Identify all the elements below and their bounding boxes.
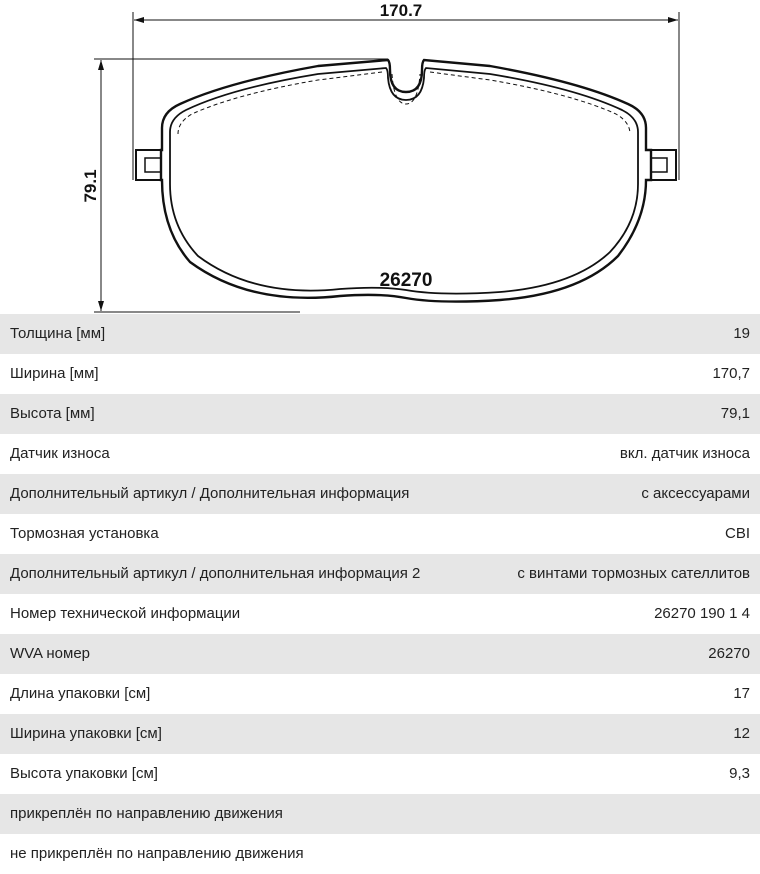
spec-value: 26270 — [708, 645, 750, 662]
spec-label: Ширина упаковки [см] — [10, 725, 162, 742]
spec-row-tech-info-number — [0, 594, 760, 634]
spec-label: Дополнительный артикул / дополнительная информация 2 — [10, 565, 421, 582]
spec-row-width — [0, 354, 760, 394]
spec-row-wva-number — [0, 634, 760, 674]
spec-value: 17 — [733, 685, 750, 702]
spec-label: Датчик износа — [10, 445, 110, 462]
spec-value: вкл. датчик износа — [619, 445, 750, 462]
spec-row-additional-info — [0, 474, 760, 514]
spec-row-wear-sensor — [0, 434, 760, 474]
spec-value: с аксессуарами — [641, 485, 750, 502]
spec-value: 19 — [733, 325, 750, 342]
left-mounting-tab — [136, 150, 161, 180]
spec-label: Толщина [мм] — [10, 325, 106, 342]
spec-value: 12 — [733, 725, 750, 742]
spec-row-additional-info-2 — [0, 554, 760, 594]
spec-row-brake-system — [0, 514, 760, 554]
spec-row-not-mounted-in-direction — [0, 834, 760, 874]
brake-pad-drawing — [0, 0, 760, 314]
brake-pad-diagram — [0, 0, 760, 314]
width-dimension-label: 170.7 — [379, 1, 423, 20]
spec-value: 9,3 — [729, 765, 750, 782]
spec-value: 26270 190 1 4 — [654, 605, 750, 622]
spec-label: Номер технической информации — [10, 605, 241, 622]
spec-label: WVA номер — [10, 645, 91, 662]
spec-row-mounted-in-direction — [0, 794, 760, 834]
spec-row-height — [0, 394, 760, 434]
spec-row-package-width — [0, 714, 760, 754]
spec-row-thickness — [0, 314, 760, 354]
spec-label: Дополнительный артикул / Дополнительная информация — [10, 485, 410, 502]
spec-value: 170,7 — [712, 365, 750, 382]
specs-table — [0, 314, 760, 874]
spec-label: Ширина [мм] — [10, 365, 99, 382]
spec-value: с винтами тормозных сателлитов — [517, 565, 750, 582]
spec-label: Длина упаковки [см] — [10, 685, 151, 702]
spec-label: Высота упаковки [см] — [10, 765, 158, 782]
spec-row-package-length — [0, 674, 760, 714]
spec-row-package-height — [0, 754, 760, 794]
spec-value: CBI — [724, 525, 750, 542]
friction-material-outline — [170, 68, 638, 294]
backing-plate-outline — [161, 60, 651, 302]
spec-value: 79,1 — [720, 405, 750, 422]
part-number-label: 26270 — [379, 270, 433, 291]
spec-label: Высота [мм] — [10, 405, 95, 422]
spec-label: не прикреплён по направлению движения — [10, 845, 304, 862]
right-mounting-tab — [651, 150, 676, 180]
spec-label: Тормозная установка — [10, 525, 159, 542]
spec-label: прикреплён по направлению движения — [10, 805, 283, 822]
height-dimension-label: 79.1 — [81, 169, 100, 203]
